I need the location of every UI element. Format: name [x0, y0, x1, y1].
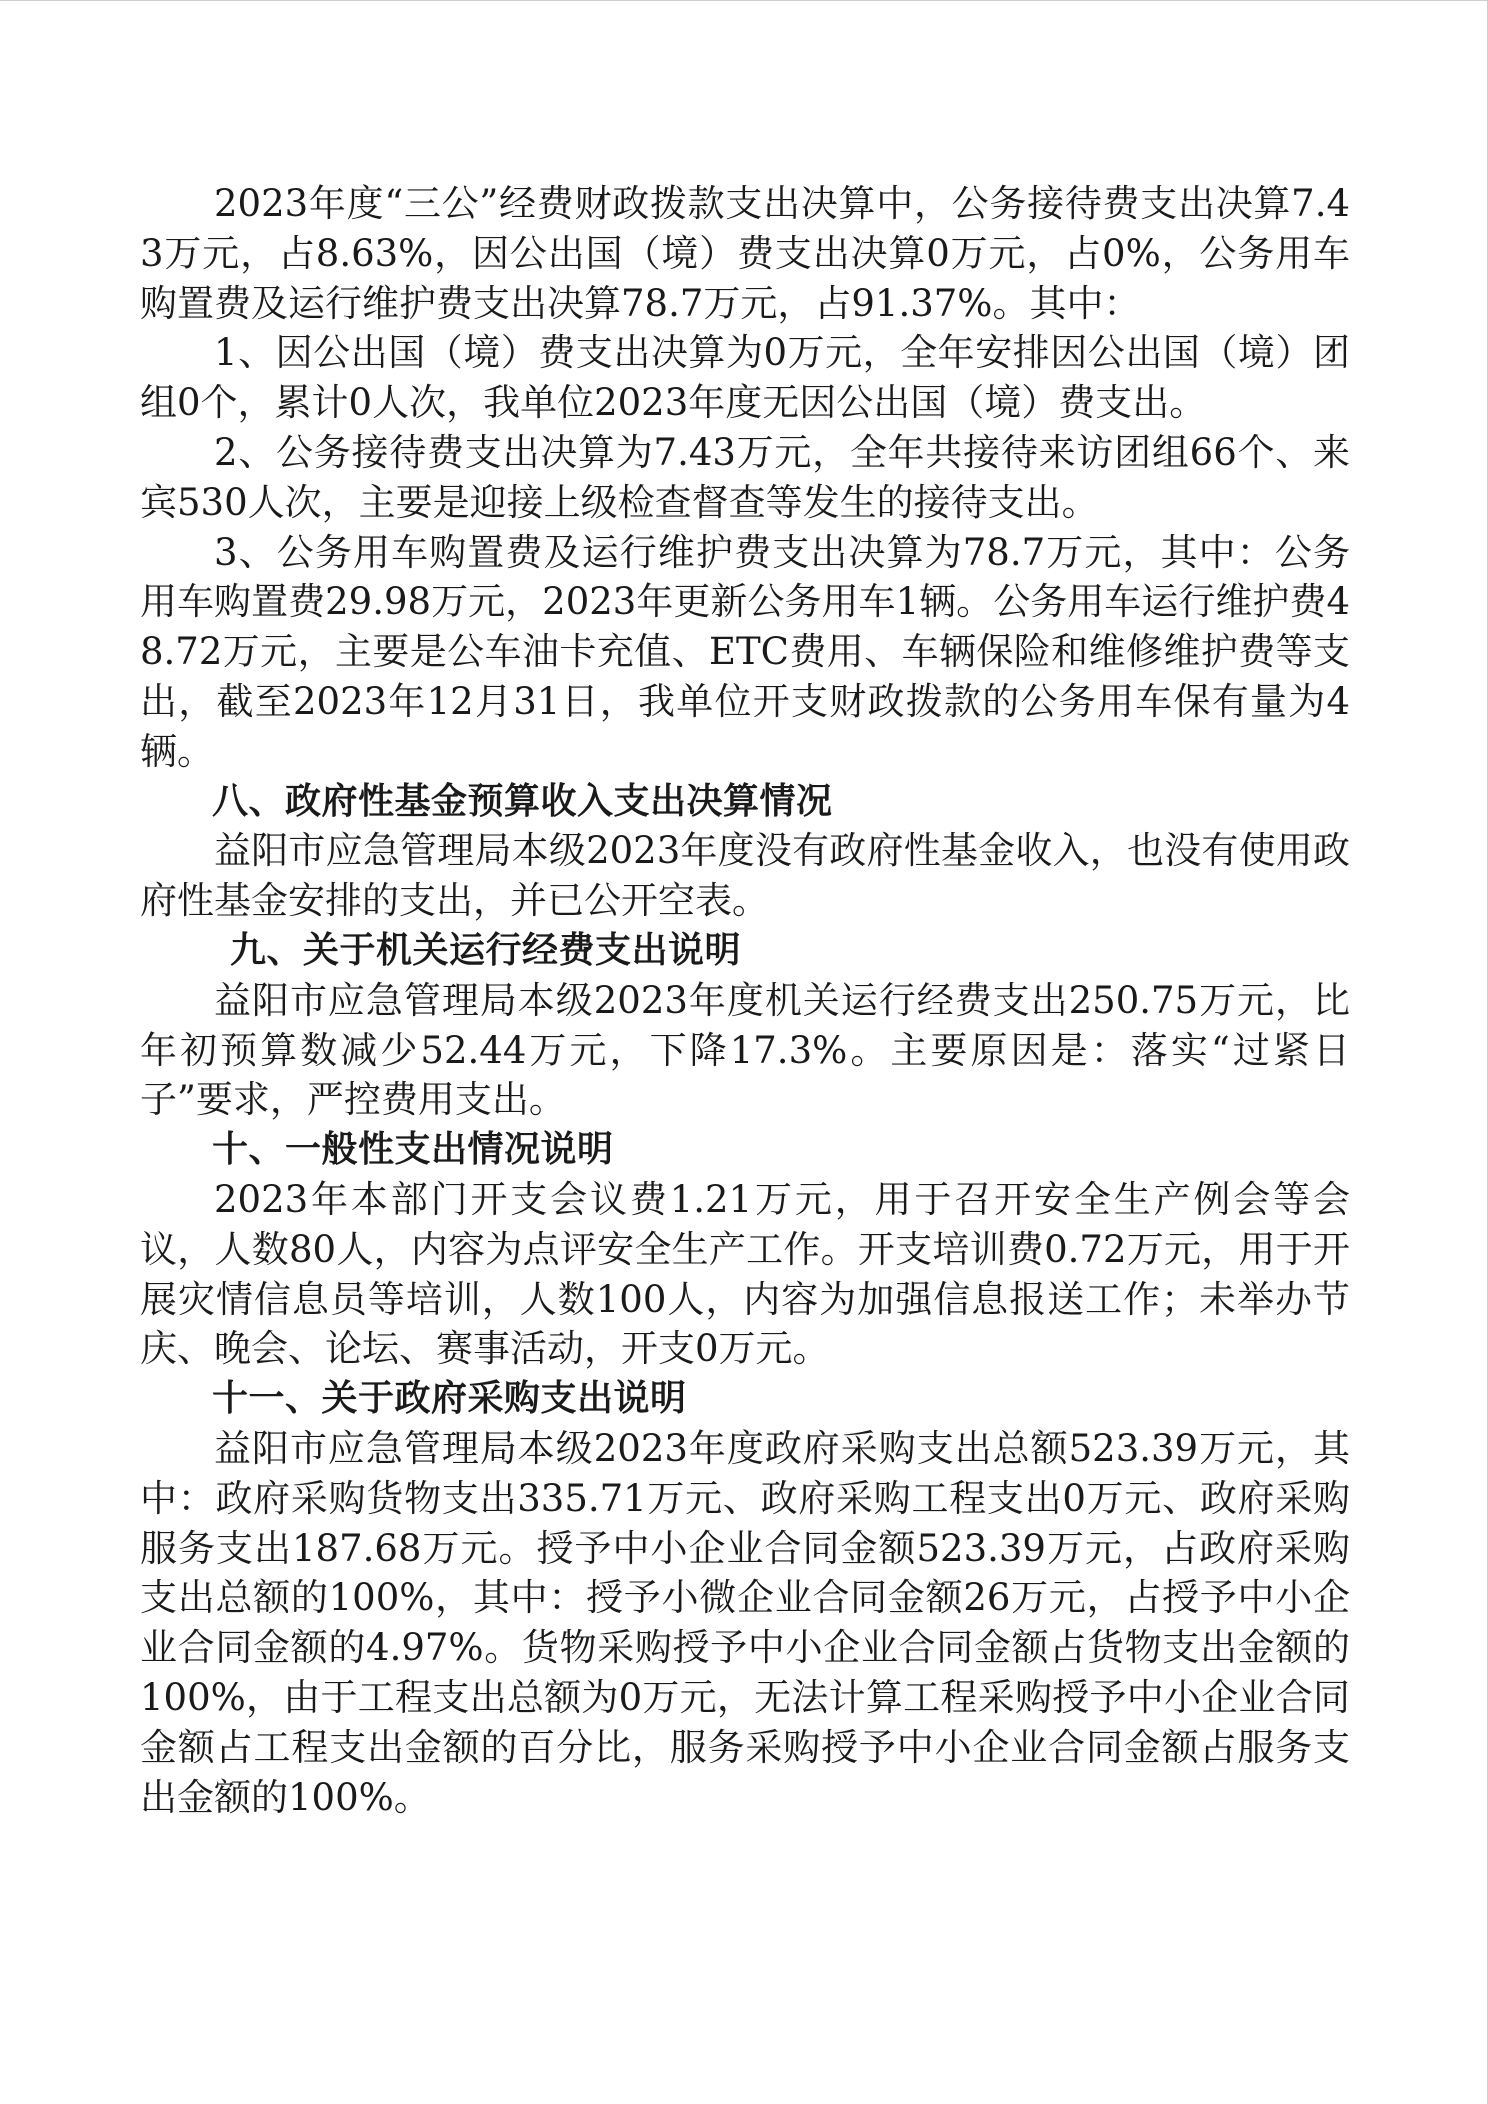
heading-government-fund: 八、政府性基金预算收入支出决算情况 — [212, 780, 833, 822]
heading-procurement: 十一、关于政府采购支出说明 — [212, 1378, 687, 1420]
heading-general-expense: 十、一般性支出情况说明 — [212, 1129, 614, 1171]
paragraph-operating-expense: 益阳市应急管理局本级2023年度机关运行经费支出250.75万元，比年初预算数减少52.44万元，下降17.3%。主要原因是：落实“过紧日子”要求，严控费用支出。 — [140, 978, 1350, 1122]
paragraph-reception-expense: 2、公务接待费支出决算为7.43万元，全年共接待来访团组66个、来宾530人次，主要是迎接上级检查督查等发生的接待支出。 — [140, 430, 1350, 524]
paragraph-overseas-trip-expense: 1、因公出国（境）费支出决算为0万元，全年安排因公出国（境）团组0个，累计0人次，我单位2023年度无因公出国（境）费支出。 — [140, 331, 1350, 425]
paragraph-vehicle-expense: 3、公务用车购置费及运行维护费支出决算为78.7万元，其中：公务用车购置费29.98万元，2023年更新公务用车1辆。公务用车运行维护费48.72万元，主要是公车油卡充值、ETC费用、车辆保险和维修维护费等支出，截至2023年12月31日，我单位开支财政拨款的公务用车保有量为4辆。 — [140, 530, 1350, 773]
paragraph-procurement: 益阳市应急管理局本级2023年度政府采购支出总额523.39万元，其中：政府采购货物支出335.71万元、政府采购工程支出0万元、政府采购服务支出187.68万元。授予中小企业合同金额523.39万元，占政府采购支出总额的100%，其中：授予小微企业合同金额26万元，占授予中小企业合同金额的4.97%。货物采购授予中小企业合同金额占货物支出金额的100%，由于工程支出总额为0万元，无法计算工程采购授予中小企业合同金额占工程支出金额的百分比，服务采购授予中小企业合同金额占服务支出金额的100%。 — [140, 1426, 1350, 1819]
paragraph-government-fund: 益阳市应急管理局本级2023年度没有政府性基金收入，也没有使用政府性基金安排的支出，并已公开空表。 — [140, 829, 1350, 923]
paragraph-three-public-summary: 2023年度“三公”经费财政拨款支出决算中，公务接待费支出决算7.43万元，占8.63%，因公出国（境）费支出决算0万元，占0%，公务用车购置费及运行维护费支出决算78.7万元，占91.37%。其中： — [140, 182, 1350, 325]
document-body — [140, 179, 1350, 1822]
paragraph-general-expense: 2023年本部门开支会议费1.21万元，用于召开安全生产例会等会议，人数80人，内容为点评安全生产工作。开支培训费0.72万元，用于开展灾情信息员等培训，人数100人，内容为加强信息报送工作；未举办节庆、晚会、论坛、赛事活动，开支0万元。 — [140, 1177, 1350, 1371]
heading-operating-expense: 九、关于机关运行经费支出说明 — [230, 929, 742, 971]
